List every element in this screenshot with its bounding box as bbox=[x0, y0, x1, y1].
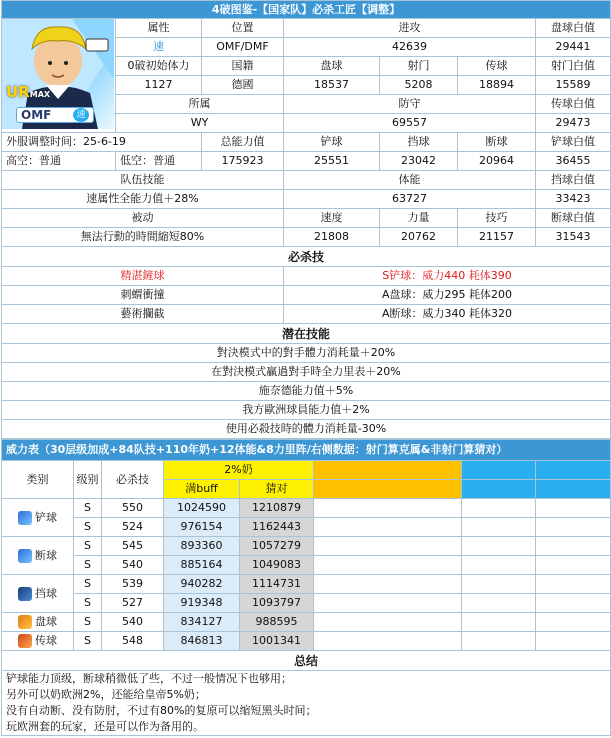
attr-value: 速 bbox=[116, 38, 202, 57]
special-name-3: 藝術攔截 bbox=[2, 305, 284, 324]
stamina-value: 1127 bbox=[116, 76, 202, 95]
category-label: 盘球 bbox=[35, 615, 57, 628]
low-air: 低空：普通 bbox=[116, 152, 202, 171]
sky-header-cell-1 bbox=[462, 461, 536, 480]
defense-value: 69557 bbox=[284, 114, 536, 133]
empty-cell bbox=[314, 594, 462, 613]
special-cell: 550 bbox=[102, 499, 164, 518]
empty-cell bbox=[462, 537, 536, 556]
empty-cell bbox=[314, 575, 462, 594]
position-value: OMF/DMF bbox=[202, 38, 284, 57]
full-buff-cell: 940282 bbox=[164, 575, 240, 594]
empty-cell bbox=[314, 632, 462, 651]
header-position: 位置 bbox=[202, 19, 284, 38]
dribble-white-value: 29441 bbox=[536, 38, 611, 57]
level-cell: S bbox=[74, 575, 102, 594]
intercept-white-value: 31543 bbox=[536, 228, 611, 247]
category-label: 传球 bbox=[35, 634, 57, 647]
special-cell: 524 bbox=[102, 518, 164, 537]
guess-cell: 1114731 bbox=[240, 575, 314, 594]
full-buff-cell: 846813 bbox=[164, 632, 240, 651]
max-label: MAX bbox=[29, 90, 51, 99]
header-total: 总能力值 bbox=[202, 133, 284, 152]
empty-cell bbox=[462, 499, 536, 518]
full-buff-cell: 885164 bbox=[164, 556, 240, 575]
header-defense: 防守 bbox=[284, 95, 536, 114]
full-buff-cell: 976154 bbox=[164, 518, 240, 537]
header-nation: 国籍 bbox=[202, 57, 284, 76]
latent-title: 潜在技能 bbox=[2, 324, 611, 344]
special-name-1: 精湛鏟球 bbox=[2, 267, 284, 286]
empty-cell bbox=[536, 556, 611, 575]
nation-value: 德國 bbox=[202, 76, 284, 95]
empty-cell bbox=[462, 518, 536, 537]
team-value: WY bbox=[116, 114, 284, 133]
header-passive: 被动 bbox=[2, 209, 284, 228]
category-label: 断球 bbox=[35, 548, 57, 562]
player-portrait bbox=[2, 19, 114, 129]
header-shot-white: 射门白值 bbox=[536, 57, 611, 76]
empty-cell bbox=[536, 594, 611, 613]
power-header-category: 类别 bbox=[2, 461, 74, 499]
block-white-value: 33423 bbox=[536, 190, 611, 209]
category-block bbox=[2, 575, 74, 613]
position-label: OMF bbox=[21, 108, 52, 122]
guess-cell: 988595 bbox=[240, 613, 314, 632]
pass-icon bbox=[18, 634, 32, 648]
empty-cell bbox=[314, 537, 462, 556]
category-intercept bbox=[2, 537, 74, 575]
header-attr: 属性 bbox=[116, 19, 202, 38]
special-cell: 545 bbox=[102, 537, 164, 556]
empty-cell bbox=[536, 518, 611, 537]
special-name-2: 刺蝟衝撞 bbox=[2, 286, 284, 305]
power-row bbox=[2, 499, 611, 518]
block-value: 23042 bbox=[380, 152, 458, 171]
power-title: 威力表（30层级加成+84队技+110年奶+12体能&8力里阵/右侧数据：射门算克属&非射门算猜对） bbox=[2, 440, 611, 461]
empty-cell bbox=[314, 518, 462, 537]
intercept-icon bbox=[18, 549, 32, 563]
header-body: 体能 bbox=[284, 171, 536, 190]
level-cell: S bbox=[74, 556, 102, 575]
header-shot: 射门 bbox=[380, 57, 458, 76]
ur-label: UR bbox=[6, 83, 30, 101]
category-label: 铲球 bbox=[35, 510, 57, 524]
header-team: 所属 bbox=[116, 95, 284, 114]
special-cell: 540 bbox=[102, 556, 164, 575]
special-title: 必杀技 bbox=[2, 247, 611, 267]
header-pass: 传球 bbox=[458, 57, 536, 76]
empty-cell bbox=[314, 613, 462, 632]
sky-subheader-cell-2 bbox=[536, 480, 611, 499]
empty-cell bbox=[536, 575, 611, 594]
orange-subheader-cell bbox=[314, 480, 462, 499]
empty-cell bbox=[314, 556, 462, 575]
header-block: 挡球 bbox=[380, 133, 458, 152]
pass-white-value: 29473 bbox=[536, 114, 611, 133]
guess-cell: 1001341 bbox=[240, 632, 314, 651]
empty-cell bbox=[536, 613, 611, 632]
power-value: 20762 bbox=[380, 228, 458, 247]
latent-skill-1: 對決模式中的對手體力消耗量＋20% bbox=[2, 344, 611, 363]
summary-line-1: 铲球能力顶级，断球稍微低了些，不过一般情况下也够用； bbox=[6, 672, 292, 685]
power-header-guess: 猜对 bbox=[240, 480, 314, 499]
shot-value: 5208 bbox=[380, 76, 458, 95]
special-desc-1: S铲球：威力440 耗体390 bbox=[284, 267, 611, 286]
shot-white-value: 15589 bbox=[536, 76, 611, 95]
technique-value: 21157 bbox=[458, 228, 536, 247]
header-dribble-white: 盘球白值 bbox=[536, 19, 611, 38]
total-value: 175923 bbox=[202, 152, 284, 171]
level-cell: S bbox=[74, 632, 102, 651]
special-cell: 548 bbox=[102, 632, 164, 651]
guess-cell: 1057279 bbox=[240, 537, 314, 556]
category-label: 挡球 bbox=[35, 586, 57, 600]
passive-value: 無法行動的時間縮短80% bbox=[2, 228, 284, 247]
power-row bbox=[2, 632, 611, 651]
power-table bbox=[1, 439, 611, 736]
full-buff-cell: 1024590 bbox=[164, 499, 240, 518]
empty-cell bbox=[314, 499, 462, 518]
latent-skill-2: 在對決模式贏過對手時全力里表＋20% bbox=[2, 363, 611, 382]
empty-cell bbox=[536, 632, 611, 651]
header-power: 力量 bbox=[380, 209, 458, 228]
guess-cell: 1093797 bbox=[240, 594, 314, 613]
header-tackle-white: 铲球白值 bbox=[536, 133, 611, 152]
body-value: 63727 bbox=[284, 190, 536, 209]
header-intercept: 断球 bbox=[458, 133, 536, 152]
power-row bbox=[2, 613, 611, 632]
latent-skill-5: 使用必殺技時的體力消耗量-30% bbox=[2, 420, 611, 439]
power-header-special: 必杀技 bbox=[102, 461, 164, 499]
empty-cell bbox=[462, 556, 536, 575]
header-technique: 技巧 bbox=[458, 209, 536, 228]
tackle-white-value: 36455 bbox=[536, 152, 611, 171]
special-cell: 539 bbox=[102, 575, 164, 594]
header-stamina: 0破初始体力 bbox=[116, 57, 202, 76]
speed-value: 21808 bbox=[284, 228, 380, 247]
tackle-icon bbox=[18, 511, 32, 525]
block-icon bbox=[18, 587, 32, 601]
level-cell: S bbox=[74, 537, 102, 556]
power-header-level: 级别 bbox=[74, 461, 102, 499]
header-dribble: 盘球 bbox=[284, 57, 380, 76]
latent-skill-4: 我方歐洲球員能力值＋2% bbox=[2, 401, 611, 420]
header-block-white: 挡球白值 bbox=[536, 171, 611, 190]
sky-header-cell-2 bbox=[536, 461, 611, 480]
team-skill-value: 速属性全能力值＋28% bbox=[2, 190, 284, 209]
orange-header-cell bbox=[314, 461, 462, 480]
power-row bbox=[2, 518, 611, 537]
level-cell: S bbox=[74, 499, 102, 518]
empty-cell bbox=[536, 537, 611, 556]
header-team-skill: 队伍技能 bbox=[2, 171, 284, 190]
dribble-value: 18537 bbox=[284, 76, 380, 95]
power-header-full-buff: 满buff bbox=[164, 480, 240, 499]
power-row bbox=[2, 537, 611, 556]
category-pass bbox=[2, 632, 74, 651]
level-cell: S bbox=[74, 518, 102, 537]
category-dribble bbox=[2, 613, 74, 632]
latent-skill-3: 施奈德能力值＋5% bbox=[2, 382, 611, 401]
header-attack: 进攻 bbox=[284, 19, 536, 38]
intercept-value: 20964 bbox=[458, 152, 536, 171]
special-cell: 527 bbox=[102, 594, 164, 613]
guess-cell: 1210879 bbox=[240, 499, 314, 518]
category-tackle bbox=[2, 499, 74, 537]
power-row bbox=[2, 556, 611, 575]
high-air: 高空：普通 bbox=[2, 152, 116, 171]
page-title: 4破图鉴-【国家队】必杀工匠【调整】 bbox=[2, 1, 611, 19]
summary-line-3: 没有自动断、没有防肘，不过有80%的复原可以缩短黑头时间； bbox=[6, 704, 317, 717]
attack-value: 42639 bbox=[284, 38, 536, 57]
sky-subheader-cell-1 bbox=[462, 480, 536, 499]
empty-cell bbox=[462, 594, 536, 613]
empty-cell bbox=[462, 613, 536, 632]
power-header-group: 2%奶 bbox=[164, 461, 314, 480]
full-buff-cell: 834127 bbox=[164, 613, 240, 632]
level-cell: S bbox=[74, 594, 102, 613]
ur-badge bbox=[6, 83, 50, 101]
summary-line-4: 玩欧洲套的玩家，还是可以作为备用的。 bbox=[6, 720, 204, 733]
guess-cell: 1162443 bbox=[240, 518, 314, 537]
full-buff-cell: 919348 bbox=[164, 594, 240, 613]
empty-cell bbox=[462, 632, 536, 651]
empty-cell bbox=[462, 575, 536, 594]
header-intercept-white: 断球白值 bbox=[536, 209, 611, 228]
summary-text bbox=[2, 671, 611, 736]
summary-title: 总结 bbox=[2, 651, 611, 671]
dribble-icon bbox=[18, 615, 32, 629]
card-sheet bbox=[1, 0, 610, 736]
empty-cell bbox=[536, 499, 611, 518]
level-cell: S bbox=[74, 613, 102, 632]
header-speed: 速度 bbox=[284, 209, 380, 228]
summary-line-2: 另外可以奶欧洲2%，还能给皇帝5%奶； bbox=[6, 688, 206, 701]
special-desc-2: A盘球：威力295 耗体200 bbox=[284, 286, 611, 305]
power-row bbox=[2, 575, 611, 594]
position-badge bbox=[16, 107, 94, 123]
guess-cell: 1049083 bbox=[240, 556, 314, 575]
header-tackle: 铲球 bbox=[284, 133, 380, 152]
special-cell: 540 bbox=[102, 613, 164, 632]
header-pass-white: 传球白值 bbox=[536, 95, 611, 114]
pass-value: 18894 bbox=[458, 76, 536, 95]
special-desc-3: A断球：威力340 耗体320 bbox=[284, 305, 611, 324]
full-buff-cell: 893360 bbox=[164, 537, 240, 556]
power-row bbox=[2, 594, 611, 613]
speed-type-icon: 速 bbox=[73, 108, 89, 122]
tackle-value: 25551 bbox=[284, 152, 380, 171]
adjust-time: 外服调整时间：25-6-19 bbox=[2, 133, 202, 152]
